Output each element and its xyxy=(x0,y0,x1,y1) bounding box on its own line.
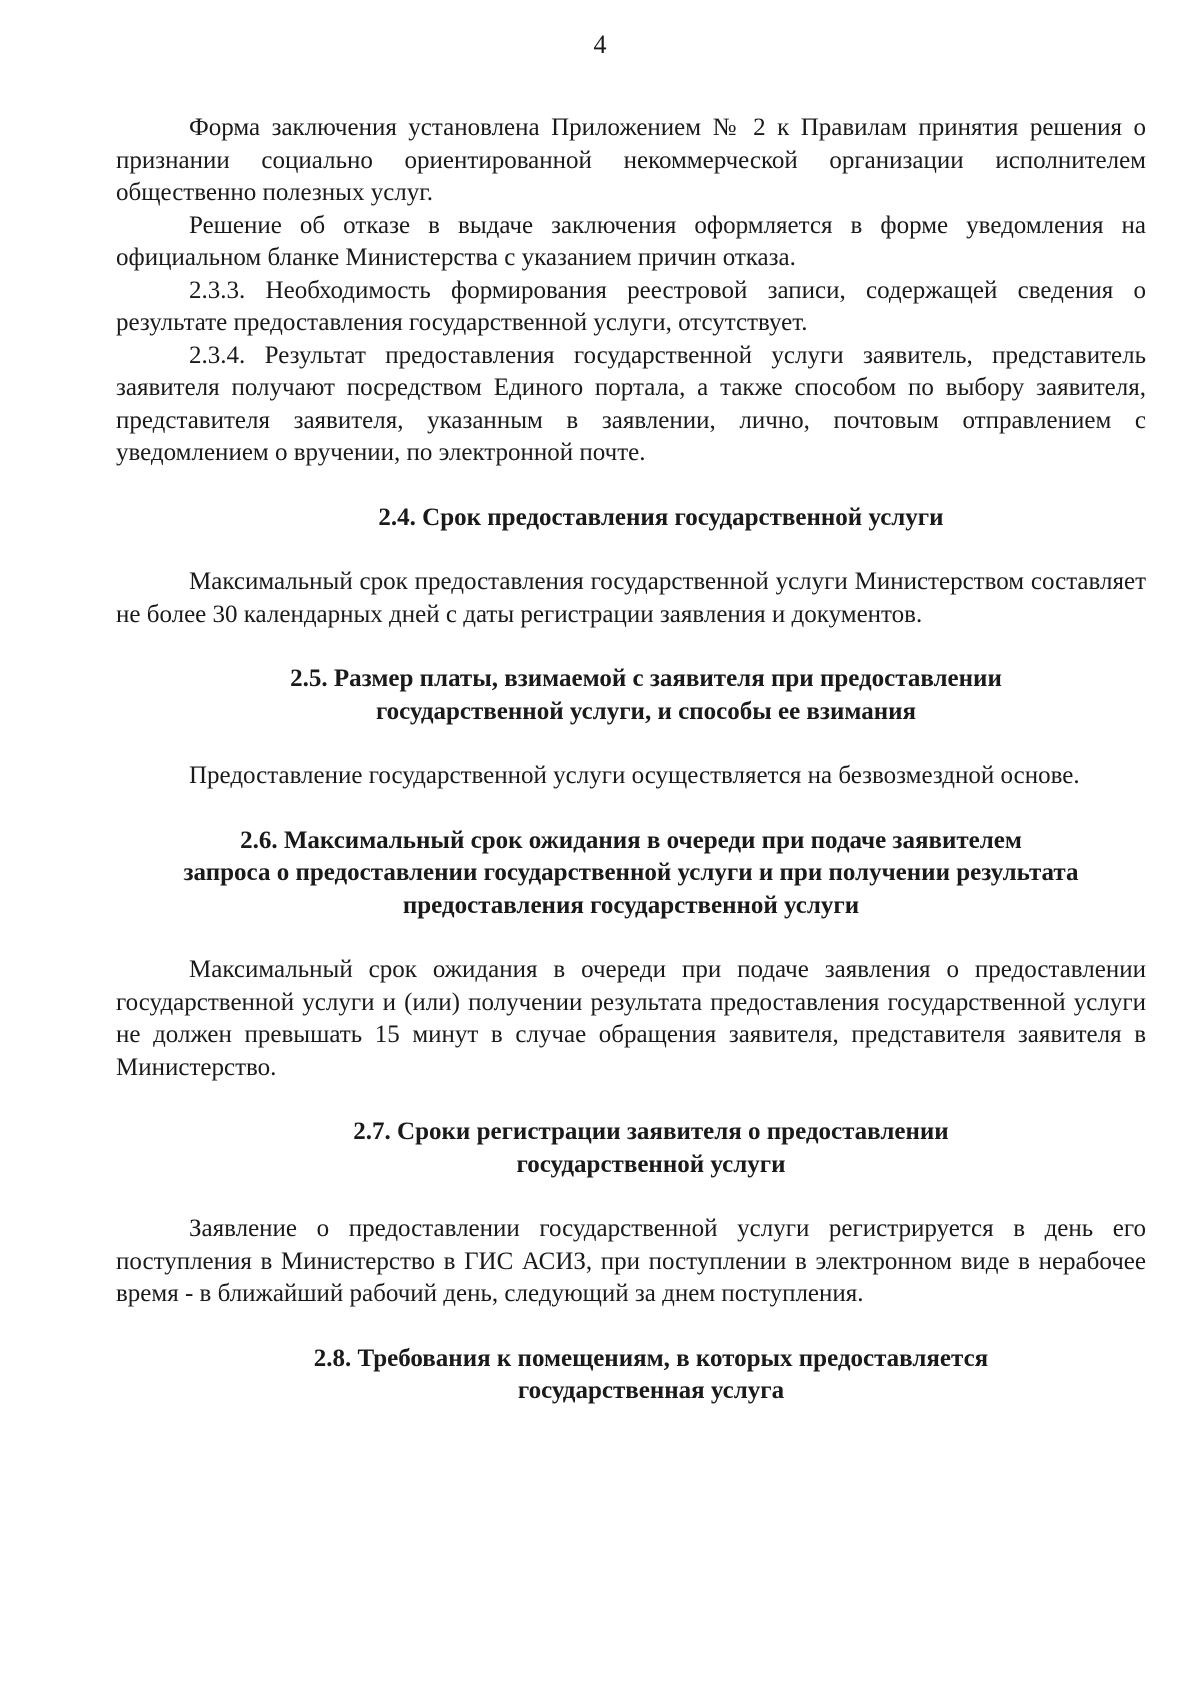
section-body-2-6: Максимальный срок ожидания в очереди при подаче заявления о предоставлении государственной услуги и (или) получении результата предоставления государственной услуги не должен превышать 15 минут в случае обращения заявителя, представителя заявителя в Министерство. xyxy=(116,956,1146,1081)
section-body-2-5: Предоставление государственной услуги осуществляется на безвозмездной основе. xyxy=(189,762,1080,789)
document-body xyxy=(116,112,1146,1408)
heading-line: запроса о предоставлении государственной услуги и при получении результата xyxy=(183,859,1079,886)
section-heading-2-8 xyxy=(116,1343,1146,1408)
section-heading-2-5 xyxy=(116,663,1146,728)
section-body-2-4: Максимальный срок предоставления государственной услуги Министерством составляет не более 30 календарных дней с даты регистрации заявления и документов. xyxy=(116,568,1146,628)
heading-line: государственная услуга xyxy=(517,1377,785,1404)
heading-line: 2.4. Срок предоставления государственной услуги xyxy=(378,503,944,531)
heading-line: государственной услуги, и способы ее взимания xyxy=(375,697,917,725)
heading-line: 2.5. Размер платы, взимаемой с заявителя при предоставлении xyxy=(290,665,1002,692)
section-heading-2-4 xyxy=(116,502,1146,535)
heading-line: предоставления государственной услуги xyxy=(402,891,860,919)
section-heading-2-7 xyxy=(116,1116,1146,1181)
section-heading-2-6 xyxy=(116,825,1146,923)
heading-line: 2.7. Сроки регистрации заявителя о предоставлении xyxy=(353,1118,949,1145)
paragraph-conclusion-form: Форма заключения установлена Приложением № 2 к Правилам принятия решения о признании социально ориентированной некоммерческой организации исполнителем общественно полезных услуг. xyxy=(116,114,1146,206)
heading-line: государственной услуги xyxy=(516,1150,786,1178)
section-body-2-7: Заявление о предоставлении государственной услуги регистрируется в день его поступления в Министерство в ГИС АСИЗ, при поступлении в электронном виде в нерабочее время - в ближайший рабочий день, следующий за днем поступления. xyxy=(116,1215,1146,1307)
heading-line: 2.6. Максимальный срок ожидания в очереди при подаче заявителем xyxy=(240,826,1022,854)
paragraph-2-3-4: 2.3.4. Результат предоставления государственной услуги заявитель, представитель заявителя получают посредством Единого портала, а также способом по выбору заявителя, представителя заявителя, указанным в заявлении, лично, почтовым отправлением с уведомлением о вручении, по электронной почте. xyxy=(116,341,1146,466)
page-number: 4 xyxy=(593,30,607,59)
heading-line: 2.8. Требования к помещениям, в которых предоставляется xyxy=(313,1344,989,1372)
paragraph-refusal-decision: Решение об отказе в выдаче заключения оформляется в форме уведомления на официальном бланке Министерства с указанием причин отказа. xyxy=(116,211,1146,271)
paragraph-2-3-3: 2.3.3. Необходимость формирования реестровой записи, содержащей сведения о результате предоставления государственной услуги, отсутствует. xyxy=(116,276,1146,336)
